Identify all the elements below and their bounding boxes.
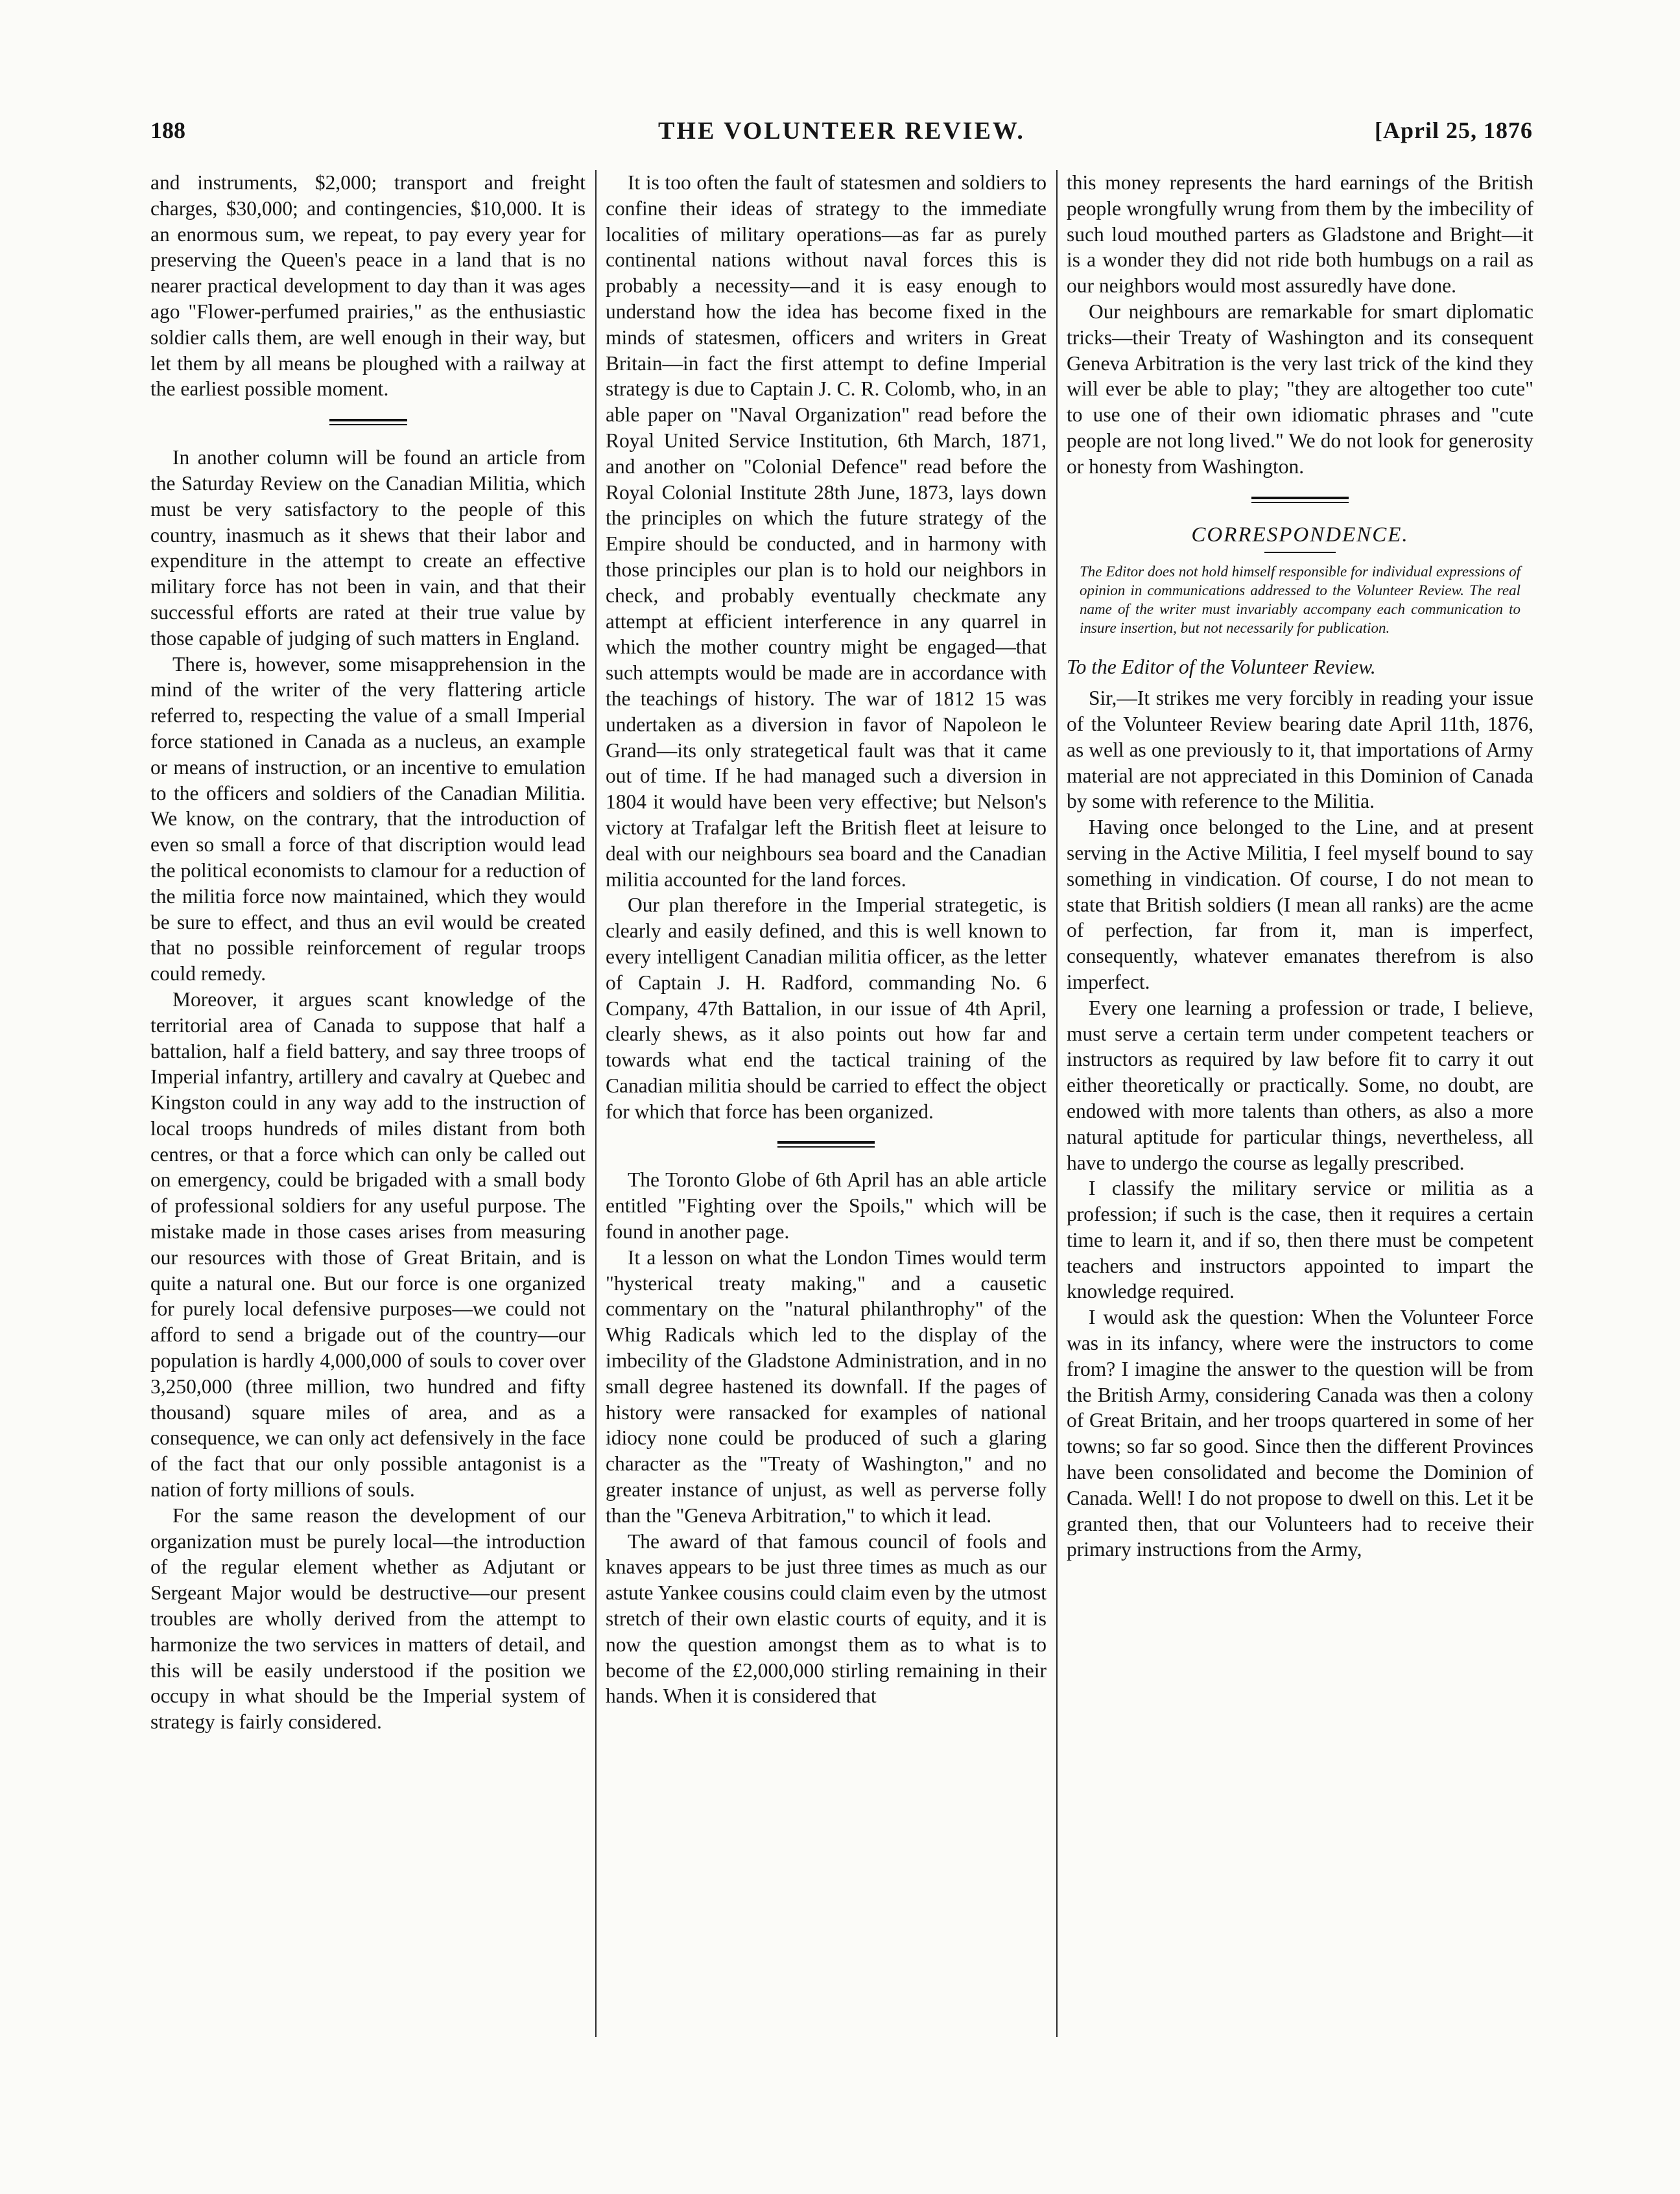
column-2	[606, 170, 1047, 2037]
article-paragraph: It a lesson on what the London Times would term "hysterical treaty making," and a causetic commentary on the "natural philanthrophy" of the Whig Radicals which led to the display of the imbecility of the Gladstone Administration, and in no small degree hastened its downfall. If the pages of history were ransacked for examples of national idiocy none could be produced of such a glaring character as the "Treaty of Washington," and no greater instance of unjust, as well as perverse folly than the "Geneva Arbitration," to which it lead.	[606, 1245, 1047, 1527]
article-paragraph: Our neighbours are remarkable for smart diplomatic tricks—their Treaty of Washington and its consequent Geneva Arbitration is the very last trick of the kind they will ever be able to play; "they are altogether too cute" to use one of their own idiomatic phrases and "cute people are not long lived." We do not look for generosity or honesty from Washington.	[1067, 300, 1533, 478]
column-1	[150, 170, 586, 2037]
letter-paragraph: I classify the military service or militia as a profession; if such is the case, then it requires a certain time to learn it, and if so, then there must be competent teachers and instructors appointed to impart the knowledge required.	[1067, 1177, 1533, 1303]
editor-disclaimer: The Editor does not hold himself responsible for individual expressions of opinion in communications addressed to the Volunteer Review. The real name of the writer must invariably accompany each communication to insure insertion, but not necessarily for publication.	[1080, 563, 1520, 637]
letter-paragraph: I would ask the question: When the Volunteer Force was in its infancy, where were the instructors to come from? I imagine the answer to the question will be from the British Army, considering Canada was then a colony of Great Britain, and her troops quartered in some of her towns; so far so good. Since then the different Provinces have been consolidated and become the Dominion of Canada. Well! I do not propose to dwell on this. Let it be granted then, that our Volunteers had to receive their primary instructions from the Army,	[1067, 1306, 1533, 1561]
article-paragraph: Our plan therefore in the Imperial strategetic, is clearly and easily defined, and this is well known to every intelligent Canadian militia officer, as the letter of Captain J. H. Radford, commanding No. 6 Company, 47th Battalion, in our issue of 4th April, clearly shews, as it also points out how far and towards what end the tactical training of the Canadian militia should be carried to effect the object for which that force has been organized.	[606, 893, 1047, 1123]
page-number: 188	[150, 117, 185, 143]
letter-paragraph: Sir,—It strikes me very forcibly in reading your issue of the Volunteer Review bearing date April 11th, 1876, as well as one previously to it, that importations of Army material are not appreciated in this Dominion of Canada by some with reference to the Militia.	[1067, 687, 1533, 813]
article-paragraph: and instruments, $2,000; transport and freight charges, $30,000; and contingencies, $10,000. It is an enormous sum, we repeat, to pay every year for preserving the Queen's peace in a land that is no nearer practical development to day than it was ages ago "Flower-perfumed prairies," as the enthusiastic soldier calls them, are well enough in their way, but let them by all means be ploughed with a railway at the earliest possible moment.	[150, 171, 586, 401]
article-paragraph: The Toronto Globe of 6th April has an able article entitled "Fighting over the Spoils," which will be found in another page.	[606, 1168, 1047, 1244]
article-paragraph: this money represents the hard earnings of the British people wrongfully wrung from them by the imbecility of such loud mouthed parters as Gladstone and Bright—it is a wonder they did not ride both humbugs on a rail as our neighbors would most assuredly have done.	[1067, 171, 1533, 298]
section-separator	[1251, 497, 1349, 503]
letter-paragraph: Every one learning a profession or trade, I believe, must serve a certain term under competent teachers or instructors as required by law before fit to carry it out either theoretically or practically. Some, no doubt, are endowed with more talents than others, as also a more natural aptitude for particular things, nevertheless, all have to undergo the course as legally prescribed.	[1067, 996, 1533, 1174]
article-paragraph: There is, however, some misapprehension in the mind of the writer of the very flattering article referred to, respecting the value of a small Imperial force stationed in Canada as a nucleus, an example or means of instruction, or an incentive to emulation to the officers and soldiers of the Canadian Militia. We know, on the contrary, that the introduction of even so small a force of that discription would lead the political economists to clamour for a reduction of the militia force now maintained, which they would be sure to effect, and thus an evil would be created that no possible reinforcement of regular troops could remedy.	[150, 652, 586, 985]
letter-salutation: To the Editor of the Volunteer Review.	[1067, 655, 1376, 679]
letter-paragraph: Having once belonged to the Line, and at present serving in the Active Militia, I feel myself bound to say something in vindication. Of course, I do not mean to state that British soldiers (I mean all ranks) are the acme of perfection, far from it, man is imperfect, consequently, whatever emanates therefrom is also imperfect.	[1067, 816, 1533, 993]
masthead-title: THE VOLUNTEER REVIEW.	[658, 117, 1025, 145]
section-separator	[777, 1141, 875, 1148]
article-paragraph: In another column will be found an article from the Saturday Review on the Canadian Militia, which must be very satisfactory to the people of this country, inasmuch as it shews that their labor and expenditure in the attempt to create an effective military force has not been in vain, and that their successful efforts are rated at their true value by those capable of judging of such matters in England.	[150, 446, 586, 650]
column-divider	[1056, 170, 1058, 2037]
article-paragraph: Moreover, it argues scant knowledge of the territorial area of Canada to suppose that half a battalion, half a field battery, and say three troops of Imperial infantry, artillery and cavalry at Quebec and Kingston could in any way add to the instruction of local troops hundreds of miles distant from both centres, or that a force which can only be called out on emergency, could be brigaded with a small body of professional soldiers for any useful purpose. The mistake made in those cases arises from measuring our resources with those of Great Britain, and is quite a natural one. But our force is one organized for purely local defensive purposes—we could not afford to send a brigade out of the country—our population is hardly 4,000,000 of souls to cover over 3,250,000 (three million, two hundred and fifty thousand) square miles of area, and as a consequence, we can only act defensively in the face of the fact that our only possible antagonist is a nation of forty millions of souls.	[150, 987, 586, 1502]
correspondence-heading: CORRESPONDENCE.	[1191, 523, 1409, 547]
column-3	[1067, 170, 1533, 2037]
column-divider	[595, 170, 597, 2037]
article-paragraph: For the same reason the development of our organization must be purely local—the introduction of the regular element whether as Adjutant or Sergeant Major would be destructive—our present troubles are wholly derived from the attempt to harmonize the two services in matters of detail, and this will be easily understood if the position we occupy in what should be the Imperial system of strategy is fairly considered.	[150, 1504, 586, 1734]
section-separator	[329, 419, 407, 425]
heading-rule	[1264, 552, 1336, 553]
page-header	[150, 117, 1533, 156]
article-paragraph: It is too often the fault of statesmen and soldiers to confine their ideas of strategy to the immediate localities of military operations—as far as purely continental nations without naval forces this is probably a necessity—and it is easy enough to understand how the idea has become fixed in the minds of statesmen, officers and writers in Great Britain—in fact the first attempt to define Imperial strategy is due to Captain J. C. R. Colomb, who, in an able paper on "Naval Organization" read before the Royal United Service Institution, 6th March, 1871, and another on "Colonial Defence" read before the Royal Colonial Institute 28th June, 1873, lays down the principles on which the future strategy of the Empire should be conducted, and in harmony with those principles our plan is to hold our neighbors in check, and probably eventually checkmate any attempt at efficient interference in any quarrel in which the mother country might be engaged—that such attempts would be made are in accordance with the teachings of history. The war of 1812 15 was undertaken as a diversion in favor of Napoleon le Grand—its only strategetical fault was that it came out of time. If he had managed such a diversion in 1804 it would have been very effective; but Nelson's victory at Trafalgar left the British fleet at leisure to deal with our neighbours sea board and the Canadian militia accounted for the land forces.	[606, 171, 1047, 891]
issue-date: [April 25, 1876	[1375, 117, 1533, 143]
article-paragraph: The award of that famous council of fools and knaves appears to be just three times as much as our astute Yankee cousins could claim even by the utmost stretch of their own elastic courts of equity, and it is now the question amongst them as to what is to become of the £2,000,000 stirling remaining in their hands. When it is considered that	[606, 1529, 1047, 1708]
